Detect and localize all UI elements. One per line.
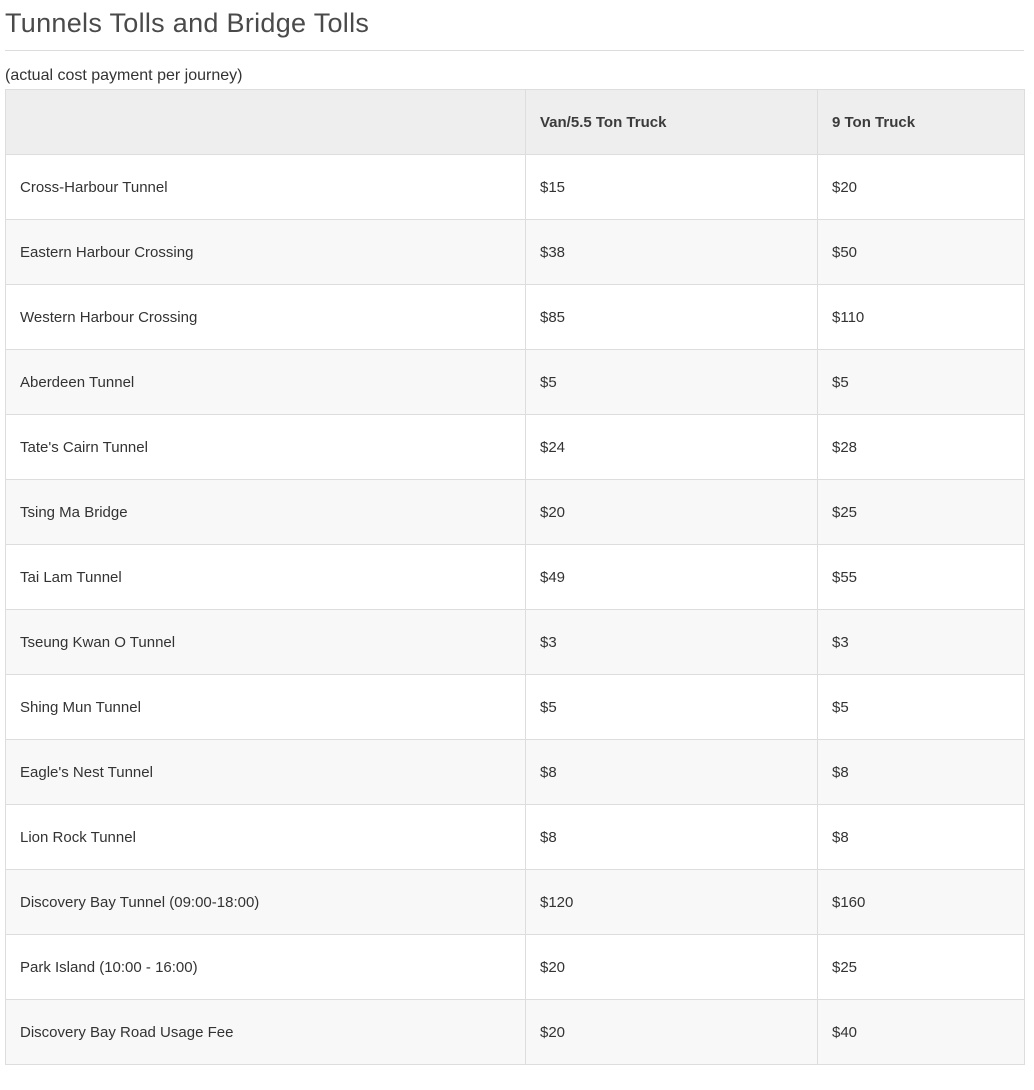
van-price: $20: [526, 1000, 818, 1065]
tolls-table: [5, 89, 1025, 1065]
table-row: [6, 350, 1025, 415]
truck9-price: $28: [818, 415, 1025, 480]
van-price: $8: [526, 740, 818, 805]
column-header-name: [6, 90, 526, 155]
table-header: [6, 90, 1025, 155]
toll-name: Shing Mun Tunnel: [6, 675, 526, 740]
table-row: [6, 1000, 1025, 1065]
truck9-price: $25: [818, 480, 1025, 545]
van-price: $20: [526, 480, 818, 545]
truck9-price: $5: [818, 350, 1025, 415]
column-header-9-ton-truck: 9 Ton Truck: [818, 90, 1025, 155]
truck9-price: $5: [818, 675, 1025, 740]
van-price: $15: [526, 155, 818, 220]
table-body: [6, 155, 1025, 1065]
truck9-price: $160: [818, 870, 1025, 935]
truck9-price: $40: [818, 1000, 1025, 1065]
toll-name: Cross-Harbour Tunnel: [6, 155, 526, 220]
truck9-price: $25: [818, 935, 1025, 1000]
table-row: [6, 805, 1025, 870]
truck9-price: $8: [818, 805, 1025, 870]
van-price: $8: [526, 805, 818, 870]
table-row: [6, 545, 1025, 610]
van-price: $5: [526, 675, 818, 740]
truck9-price: $110: [818, 285, 1025, 350]
table-row: [6, 740, 1025, 805]
page-subtitle: (actual cost payment per journey): [5, 67, 243, 84]
toll-name: Tate's Cairn Tunnel: [6, 415, 526, 480]
van-price: $49: [526, 545, 818, 610]
toll-name: Discovery Bay Road Usage Fee: [6, 1000, 526, 1065]
toll-name: Tsing Ma Bridge: [6, 480, 526, 545]
truck9-price: $20: [818, 155, 1025, 220]
truck9-price: $55: [818, 545, 1025, 610]
toll-name: Tai Lam Tunnel: [6, 545, 526, 610]
table-row: [6, 285, 1025, 350]
table-row: [6, 675, 1025, 740]
table-row: [6, 870, 1025, 935]
truck9-price: $3: [818, 610, 1025, 675]
van-price: $85: [526, 285, 818, 350]
van-price: $38: [526, 220, 818, 285]
van-price: $3: [526, 610, 818, 675]
table-row: [6, 610, 1025, 675]
table-row: [6, 220, 1025, 285]
truck9-price: $8: [818, 740, 1025, 805]
toll-name: Western Harbour Crossing: [6, 285, 526, 350]
van-price: $20: [526, 935, 818, 1000]
table-row: [6, 480, 1025, 545]
toll-name: Park Island (10:00 - 16:00): [6, 935, 526, 1000]
toll-name: Eastern Harbour Crossing: [6, 220, 526, 285]
toll-name: Tseung Kwan O Tunnel: [6, 610, 526, 675]
header-row: [6, 90, 1025, 155]
toll-name: Lion Rock Tunnel: [6, 805, 526, 870]
van-price: $120: [526, 870, 818, 935]
toll-name: Discovery Bay Tunnel (09:00-18:00): [6, 870, 526, 935]
table-row: [6, 935, 1025, 1000]
van-price: $5: [526, 350, 818, 415]
table-row: [6, 415, 1025, 480]
table-row: [6, 155, 1025, 220]
toll-name: Aberdeen Tunnel: [6, 350, 526, 415]
truck9-price: $50: [818, 220, 1025, 285]
toll-name: Eagle's Nest Tunnel: [6, 740, 526, 805]
van-price: $24: [526, 415, 818, 480]
column-header-van: Van/5.5 Ton Truck: [526, 90, 818, 155]
page-title: Tunnels Tolls and Bridge Tolls: [5, 8, 370, 38]
title-divider: [5, 50, 1024, 51]
